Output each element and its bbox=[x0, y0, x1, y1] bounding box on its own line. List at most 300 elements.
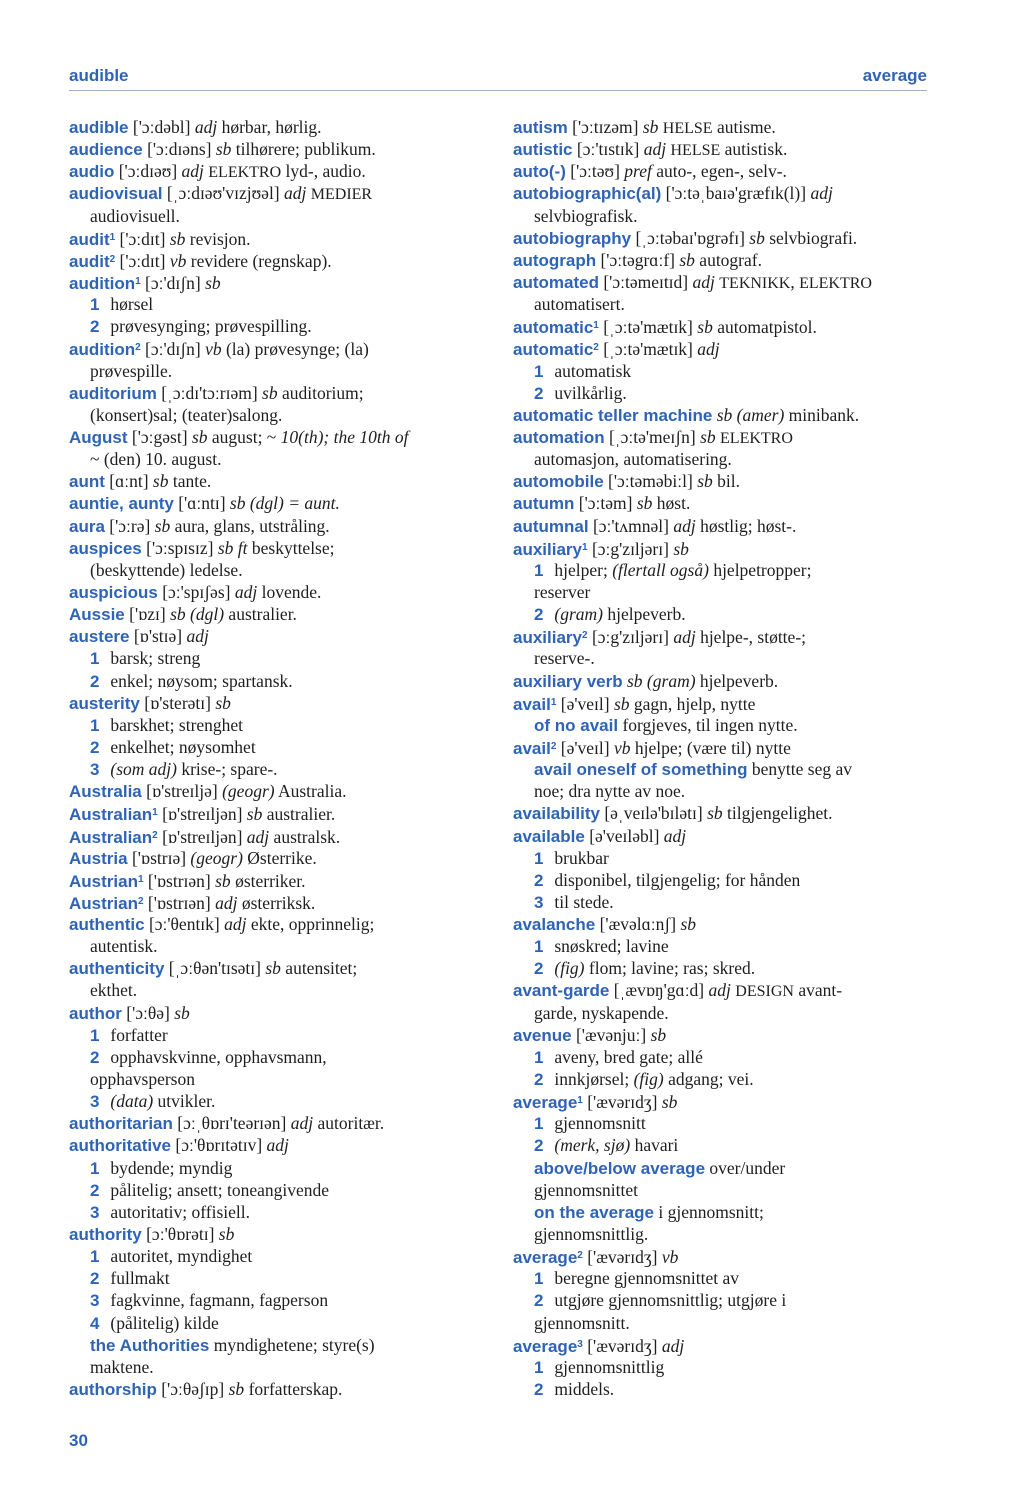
grammar-label: sb bbox=[679, 249, 695, 270]
entry-text: prøvesynging; prøvespilling. bbox=[106, 316, 312, 337]
headword: autobiography bbox=[513, 228, 632, 248]
entry-continuation-line bbox=[513, 1002, 933, 1024]
entry-text: ['ɔːspɪsɪz] bbox=[141, 537, 218, 558]
sense-number: 2 bbox=[534, 1291, 544, 1311]
entry-text: [ɔːg'zɪljərɪ] bbox=[587, 538, 674, 559]
dictionary-entry-line bbox=[513, 271, 933, 293]
entry-text: automatpistol. bbox=[712, 317, 817, 338]
homograph-number: 2 bbox=[577, 1250, 583, 1262]
entry-text: Australia. bbox=[274, 781, 347, 802]
headword: authenticity bbox=[69, 959, 165, 979]
sense-number: 2 bbox=[534, 605, 544, 625]
homograph-number: 2 bbox=[135, 342, 141, 354]
grammar-label: adj bbox=[692, 271, 715, 292]
sense-number: 3 bbox=[534, 892, 544, 912]
grammar-label: sb bbox=[262, 382, 278, 403]
sense-number: 2 bbox=[534, 959, 544, 979]
entry-continuation-line bbox=[513, 714, 933, 736]
headword: auntie, aunty bbox=[69, 494, 174, 514]
entry-text: enkelhet; nøysomhet bbox=[106, 736, 256, 757]
grammar-label: adj bbox=[234, 581, 258, 602]
entry-text: reserver bbox=[534, 581, 591, 602]
entry-text: ['ɒstrɪə] bbox=[127, 847, 191, 868]
sense-number: 1 bbox=[90, 715, 100, 735]
entry-continuation-line bbox=[513, 603, 933, 625]
grammar-label: sb bbox=[697, 471, 713, 492]
dictionary-entry-line bbox=[513, 692, 933, 714]
homograph-number: 2 bbox=[550, 740, 557, 752]
entry-continuation-line bbox=[69, 647, 489, 669]
dictionary-entry-line bbox=[513, 426, 933, 448]
entry-continuation-line bbox=[513, 1356, 933, 1378]
entry-text: [ə'veɪl] bbox=[556, 737, 614, 758]
dictionary-entry-line bbox=[69, 780, 489, 802]
grammar-label: adj bbox=[290, 1113, 314, 1134]
grammar-label: sb bbox=[154, 515, 171, 536]
dictionary-entry-line bbox=[69, 160, 489, 182]
entry-text: flom; lavine; ras; skred. bbox=[584, 958, 756, 979]
headword: Australian bbox=[69, 827, 153, 847]
headword: automation bbox=[513, 427, 605, 447]
sense-number: 2 bbox=[90, 671, 100, 691]
phrase: avail oneself of something bbox=[534, 760, 748, 780]
entry-continuation-line bbox=[513, 1267, 933, 1289]
entry-text: havari bbox=[630, 1135, 679, 1156]
dictionary-entry-line bbox=[513, 138, 933, 160]
entry-text: fullmakt bbox=[106, 1268, 170, 1289]
entry-continuation-line bbox=[69, 1201, 489, 1223]
sense-number: 3 bbox=[90, 1202, 100, 1222]
entry-text: barsk; streng bbox=[106, 648, 201, 669]
entry-text: australier. bbox=[224, 604, 297, 625]
dictionary-entry-line bbox=[69, 515, 489, 537]
dictionary-entry-line bbox=[69, 470, 489, 492]
entry-text: avant- bbox=[793, 980, 843, 1001]
dictionary-entry-line bbox=[513, 470, 933, 492]
entry-text: [ˌɔːtə'mætɪk] bbox=[598, 339, 698, 360]
entry-text: (pålitelig) kilde bbox=[106, 1312, 219, 1333]
grammar-label: (fig) bbox=[554, 958, 585, 979]
headword: aura bbox=[69, 516, 105, 536]
entry-continuation-line bbox=[513, 360, 933, 382]
dictionary-entry-line bbox=[513, 315, 933, 337]
entry-text: ['ævərɪdʒ] bbox=[582, 1335, 662, 1356]
dictionary-entry-line bbox=[69, 337, 489, 359]
entry-continuation-line bbox=[513, 847, 933, 869]
entry-text: østerriksk. bbox=[237, 892, 316, 913]
headword: Austrian bbox=[69, 893, 138, 913]
headword: autumnal bbox=[513, 516, 589, 536]
headword: Australia bbox=[69, 782, 142, 802]
entry-continuation-line bbox=[69, 404, 489, 426]
entry-text: ['ɑːntɪ] bbox=[173, 493, 230, 514]
headword: autumn bbox=[513, 494, 575, 514]
headword: Austrian bbox=[69, 871, 138, 891]
sense-number: 1 bbox=[90, 649, 100, 669]
grammar-label: sb bbox=[169, 228, 186, 249]
entry-text: ['ɔːθə] bbox=[121, 1002, 175, 1023]
entry-text: disponibel, tilgjengelig; for hånden bbox=[550, 869, 801, 890]
entry-text: [ɔː'θɒrətɪ] bbox=[141, 1224, 219, 1245]
entry-text: [ɔː'θentɪk] bbox=[144, 914, 225, 935]
entry-text: ['ævəlɑːnʃ] bbox=[595, 914, 681, 935]
grammar-label: adj bbox=[673, 515, 696, 536]
headword: aunt bbox=[69, 472, 105, 492]
dictionary-entry-line bbox=[513, 337, 933, 359]
grammar-label: sb bbox=[265, 958, 281, 979]
headword: autograph bbox=[513, 250, 597, 270]
headword: average bbox=[513, 1248, 578, 1268]
entry-text: [ɔː'dɪʃn] bbox=[140, 272, 206, 293]
entry-continuation-line bbox=[69, 1157, 489, 1179]
entry-text: brukbar bbox=[550, 847, 609, 868]
homograph-number: 2 bbox=[582, 630, 588, 642]
grammar-label: vb bbox=[613, 737, 631, 758]
entry-text: ['ɔːdɪt] bbox=[115, 228, 170, 249]
entry-text: (la) prøvesynge; (la) bbox=[221, 339, 369, 360]
headword: author bbox=[69, 1003, 122, 1023]
grammar-label: (data) bbox=[110, 1091, 154, 1112]
grammar-label: sb (dgl) = aunt. bbox=[229, 493, 340, 514]
headword: average bbox=[513, 1093, 578, 1113]
entry-text: [ə'veɪl] bbox=[556, 693, 614, 714]
entry-continuation-line bbox=[513, 957, 933, 979]
entry-text: ['ɔːtəgrɑːf] bbox=[596, 249, 680, 270]
phrase: above/below average bbox=[534, 1158, 706, 1178]
entry-continuation-line bbox=[69, 758, 489, 780]
grammar-label: sb bbox=[650, 1024, 667, 1045]
grammar-label: vb bbox=[205, 339, 222, 360]
headword: available bbox=[513, 826, 585, 846]
sense-number: 1 bbox=[534, 1269, 544, 1289]
entry-text: ['ɒstrɪən] bbox=[143, 892, 216, 913]
dictionary-entry-line bbox=[69, 625, 489, 647]
entry-text: ['ɔːtəməbiːl] bbox=[603, 471, 698, 492]
dictionary-entry-line bbox=[69, 825, 489, 847]
domain-label: HELSE bbox=[662, 120, 713, 137]
dictionary-entry-line bbox=[69, 603, 489, 625]
sense-number: 1 bbox=[90, 295, 100, 315]
grammar-label: adj bbox=[284, 183, 307, 204]
sense-number: 1 bbox=[534, 1114, 544, 1134]
headword: auxiliary bbox=[513, 628, 582, 648]
entry-text: autoritativ; offisiell. bbox=[106, 1201, 251, 1222]
entry-text: [ɔːg'zɪljərɪ] bbox=[587, 627, 674, 648]
sense-number: 1 bbox=[534, 937, 544, 957]
entry-text: ['ɔːθəʃɪp] bbox=[156, 1379, 229, 1400]
entry-text: [ˌɔːtə'mætɪk] bbox=[598, 317, 698, 338]
sense-number: 2 bbox=[90, 1269, 100, 1289]
entry-text: [ɔː'spɪʃəs] bbox=[157, 581, 235, 602]
entry-text: audiovisuell. bbox=[90, 205, 180, 226]
homograph-number: 1 bbox=[550, 696, 557, 708]
sense-number: 2 bbox=[90, 737, 100, 757]
homograph-number: 2 bbox=[593, 342, 599, 354]
entry-text: lyd-, audio. bbox=[281, 161, 366, 182]
sense-number: 2 bbox=[534, 1136, 544, 1156]
entry-continuation-line bbox=[513, 1289, 933, 1311]
entry-continuation-line bbox=[513, 891, 933, 913]
running-head-first-entry: audible bbox=[69, 66, 129, 85]
headword: audiovisual bbox=[69, 184, 163, 204]
dictionary-entry-line bbox=[513, 1090, 933, 1112]
headword: availability bbox=[513, 804, 600, 824]
running-head-last-entry: average bbox=[862, 66, 927, 85]
grammar-label: (geogr) bbox=[222, 781, 275, 802]
grammar-label: adj bbox=[224, 914, 247, 935]
entry-text: [ɒ'sterətɪ] bbox=[139, 692, 216, 713]
dictionary-entry-line bbox=[513, 625, 933, 647]
grammar-label: sb (amer) bbox=[716, 404, 785, 425]
grammar-label: adj bbox=[246, 826, 270, 847]
entry-text: autistisk. bbox=[720, 139, 788, 160]
entry-text: ['ɔːtəˌbaɪə'græfɪk(l)] bbox=[661, 183, 811, 204]
headword: automobile bbox=[513, 472, 604, 492]
running-head bbox=[69, 66, 927, 91]
homograph-number: 2 bbox=[137, 895, 144, 907]
entry-text: aura, glans, utstråling. bbox=[170, 515, 330, 536]
dictionary-entry-line bbox=[69, 249, 489, 271]
entry-text: ekte, opprinnelig; bbox=[246, 914, 375, 935]
dictionary-entry-line bbox=[513, 1024, 933, 1046]
entry-text: revidere (regnskap). bbox=[186, 250, 332, 271]
grammar-label: sb ft bbox=[217, 537, 248, 558]
dictionary-entry-line bbox=[513, 979, 933, 1001]
entry-text: autentisk. bbox=[90, 936, 158, 957]
domain-label: HELSE bbox=[670, 142, 721, 160]
headword: avalanche bbox=[513, 915, 596, 935]
entries-column-right bbox=[513, 116, 933, 1400]
grammar-label: vb bbox=[169, 250, 187, 271]
entry-continuation-line bbox=[513, 1068, 933, 1090]
dictionary-entry-line bbox=[69, 1223, 489, 1245]
entry-text: hjelpeverb. bbox=[695, 670, 779, 691]
entry-continuation-line bbox=[513, 1378, 933, 1400]
sense-number: 1 bbox=[534, 1357, 544, 1377]
dictionary-entry-line bbox=[513, 1245, 933, 1267]
dictionary-entry-line bbox=[513, 404, 933, 426]
headword: auto(-) bbox=[513, 162, 566, 182]
headword: audio bbox=[69, 162, 115, 182]
dictionary-entry-line bbox=[69, 271, 489, 293]
entry-continuation-line bbox=[513, 758, 933, 780]
entry-continuation-line bbox=[69, 1245, 489, 1267]
headword: auxiliary verb bbox=[513, 671, 623, 691]
headword: authority bbox=[69, 1225, 142, 1245]
entry-continuation-line bbox=[69, 448, 489, 470]
headword: automatic teller machine bbox=[513, 405, 713, 425]
dictionary-entry-line bbox=[69, 957, 489, 979]
grammar-label: sb bbox=[215, 870, 231, 891]
dictionary-entry-line bbox=[69, 1002, 489, 1024]
entry-text: ['ɔːdɪəns] bbox=[142, 139, 216, 160]
entry-text: tante. bbox=[168, 471, 212, 492]
entry-continuation-line bbox=[69, 736, 489, 758]
dictionary-entry-line bbox=[513, 736, 933, 758]
entry-text: gjennomsnittet bbox=[534, 1179, 639, 1200]
entry-continuation-line bbox=[513, 935, 933, 957]
entry-text: enkel; nøysom; spartansk. bbox=[106, 670, 293, 691]
entry-text: ['ævərɪdʒ] bbox=[582, 1247, 662, 1268]
dictionary-entry-line bbox=[69, 869, 489, 891]
grammar-label: sb bbox=[174, 1002, 190, 1023]
entry-text: australier. bbox=[262, 804, 336, 825]
dictionary-entry-line bbox=[69, 692, 489, 714]
entry-text: tilhørere; publikum. bbox=[231, 139, 376, 160]
entry-continuation-line bbox=[513, 1179, 933, 1201]
grammar-label: sb bbox=[191, 426, 208, 447]
entry-text: [ɔː'θɒrɪtətɪv] bbox=[171, 1135, 267, 1156]
headword: August bbox=[69, 427, 128, 447]
entry-continuation-line bbox=[513, 869, 933, 891]
sense-number: 2 bbox=[90, 317, 100, 337]
headword: auxiliary bbox=[513, 539, 582, 559]
entry-text: innkjørsel; bbox=[550, 1069, 634, 1090]
entry-text: ['ɔːrə] bbox=[104, 515, 155, 536]
dictionary-entry-line bbox=[69, 891, 489, 913]
homograph-number: 1 bbox=[109, 231, 116, 243]
entry-continuation-line bbox=[69, 670, 489, 692]
entry-text: forfatter bbox=[106, 1024, 168, 1045]
grammar-label: sb bbox=[246, 804, 263, 825]
entry-text: autograf. bbox=[694, 249, 762, 270]
headword: authoritarian bbox=[69, 1114, 173, 1134]
entry-text: noe; dra nytte av noe. bbox=[534, 781, 686, 802]
entry-text: gjennomsnittlig bbox=[550, 1356, 665, 1377]
entry-text: Østerrike. bbox=[242, 847, 317, 868]
homograph-number: 1 bbox=[582, 541, 588, 553]
dictionary-entry-line bbox=[513, 825, 933, 847]
dictionary-entry-line bbox=[69, 913, 489, 935]
dictionary-entry-line bbox=[69, 382, 489, 404]
headword: Austria bbox=[69, 848, 128, 868]
homograph-number: 2 bbox=[109, 253, 116, 265]
entry-text: [ɒ'streɪljə] bbox=[141, 781, 223, 802]
entry-text: automasjon, automatisering. bbox=[534, 449, 732, 470]
dictionary-entry-line bbox=[69, 537, 489, 559]
headword: Australian bbox=[69, 805, 153, 825]
grammar-label: sb bbox=[215, 692, 231, 713]
grammar-label: sb bbox=[152, 471, 169, 492]
entry-text: i gjennomsnitt; bbox=[654, 1201, 764, 1222]
page-number: 30 bbox=[69, 1431, 88, 1450]
entry-continuation-line bbox=[513, 780, 933, 802]
grammar-label: sb bbox=[215, 139, 232, 160]
headword: autistic bbox=[513, 140, 573, 160]
entry-text: [ˌɔːdɪəʊ'vɪzjʊəl] bbox=[162, 183, 285, 204]
entry-text: ['ɔːtəmeɪtɪd] bbox=[598, 271, 693, 292]
domain-label: ELEKTRO bbox=[799, 274, 872, 292]
entry-text: ['ɒzɪ] bbox=[124, 604, 171, 625]
entry-continuation-line bbox=[69, 1090, 489, 1112]
dictionary-entry-line bbox=[69, 802, 489, 824]
dictionary-entry-line bbox=[513, 182, 933, 204]
entry-text: august; ~ bbox=[207, 426, 281, 447]
dictionary-entry-line bbox=[513, 492, 933, 514]
dictionary-entry-line bbox=[69, 227, 489, 249]
phrase: of no avail bbox=[534, 715, 619, 735]
homograph-number: 1 bbox=[137, 873, 144, 885]
dictionary-entry-line bbox=[69, 581, 489, 603]
entry-text: beskyttelse; bbox=[247, 537, 335, 558]
headword: average bbox=[513, 1336, 578, 1356]
headword: auspices bbox=[69, 538, 142, 558]
dictionary-entry-line bbox=[69, 138, 489, 160]
entry-continuation-line bbox=[69, 1024, 489, 1046]
headword: automatic bbox=[513, 318, 594, 338]
grammar-label: adj bbox=[186, 626, 209, 647]
entry-text: selvbiografisk. bbox=[534, 205, 638, 226]
grammar-label: sb (dgl) bbox=[170, 604, 225, 625]
entry-text: australsk. bbox=[269, 826, 341, 847]
entry-continuation-line bbox=[513, 559, 933, 581]
entry-continuation-line bbox=[513, 293, 933, 315]
headword: autism bbox=[513, 118, 568, 137]
grammar-label: adj bbox=[708, 980, 731, 1001]
grammar-label: sb bbox=[228, 1379, 245, 1400]
entry-text: ['ɔːtəm] bbox=[574, 493, 637, 514]
entry-text: auditorium; bbox=[277, 382, 364, 403]
entry-text: gjennomsnitt. bbox=[534, 1312, 630, 1333]
entry-text: benytte seg av bbox=[747, 759, 852, 780]
entry-text: snøskred; lavine bbox=[550, 936, 669, 957]
domain-label: MEDIER bbox=[310, 186, 373, 204]
grammar-label: (flertall også) bbox=[612, 559, 709, 580]
entry-text: hjelpe; (være til) nytte bbox=[630, 737, 791, 758]
sense-number: 3 bbox=[90, 1092, 100, 1112]
entry-text: hørbar, hørlig. bbox=[217, 117, 322, 137]
entry-text: krise-; spare-. bbox=[176, 759, 278, 780]
entry-text: , bbox=[790, 271, 800, 292]
entry-text: minibank. bbox=[784, 404, 860, 425]
entry-continuation-line bbox=[513, 1223, 933, 1245]
headword: authorship bbox=[69, 1380, 157, 1400]
sense-number: 3 bbox=[90, 760, 100, 780]
entry-text: [əˌveɪlə'bɪlətɪ] bbox=[599, 803, 708, 824]
entry-text: autensitet; bbox=[280, 958, 358, 979]
grammar-label: sb bbox=[613, 693, 630, 714]
entries-column-left bbox=[69, 116, 489, 1400]
headword: austerity bbox=[69, 693, 140, 713]
headword: auspicious bbox=[69, 582, 158, 602]
entry-text: [ɔːˌθɒrɪ'teərɪən] bbox=[172, 1113, 291, 1134]
sense-number: 2 bbox=[534, 383, 544, 403]
headword: authoritative bbox=[69, 1136, 172, 1156]
entry-continuation-line bbox=[513, 647, 933, 669]
dictionary-entry-line bbox=[513, 227, 933, 249]
entry-text: ~ (den) 10. august. bbox=[90, 449, 222, 470]
entry-text: bil. bbox=[712, 471, 741, 492]
entry-text: hjelpeverb. bbox=[602, 604, 686, 625]
entry-continuation-line bbox=[513, 448, 933, 470]
entry-continuation-line bbox=[69, 1068, 489, 1090]
sense-number: 1 bbox=[90, 1247, 100, 1267]
grammar-label: sb bbox=[697, 317, 713, 338]
dictionary-entry-line bbox=[69, 847, 489, 869]
entry-text: hjelpe-, støtte-; bbox=[695, 627, 807, 648]
entry-text: barskhet; strenghet bbox=[106, 714, 244, 735]
grammar-label: sb bbox=[749, 227, 765, 248]
grammar-label: adj bbox=[266, 1135, 289, 1156]
grammar-label: sb bbox=[700, 426, 716, 447]
entry-text: opphavskvinne, opphavsmann, bbox=[106, 1046, 327, 1067]
grammar-label: adj bbox=[643, 139, 667, 160]
entry-continuation-line bbox=[513, 1046, 933, 1068]
dictionary-entry-line bbox=[69, 1134, 489, 1156]
headword: autobiographic(al) bbox=[513, 184, 662, 204]
entry-text: [ɔː'tɪstɪk] bbox=[572, 139, 644, 160]
entry-text: ['ɔːtɪzəm] bbox=[567, 117, 643, 137]
